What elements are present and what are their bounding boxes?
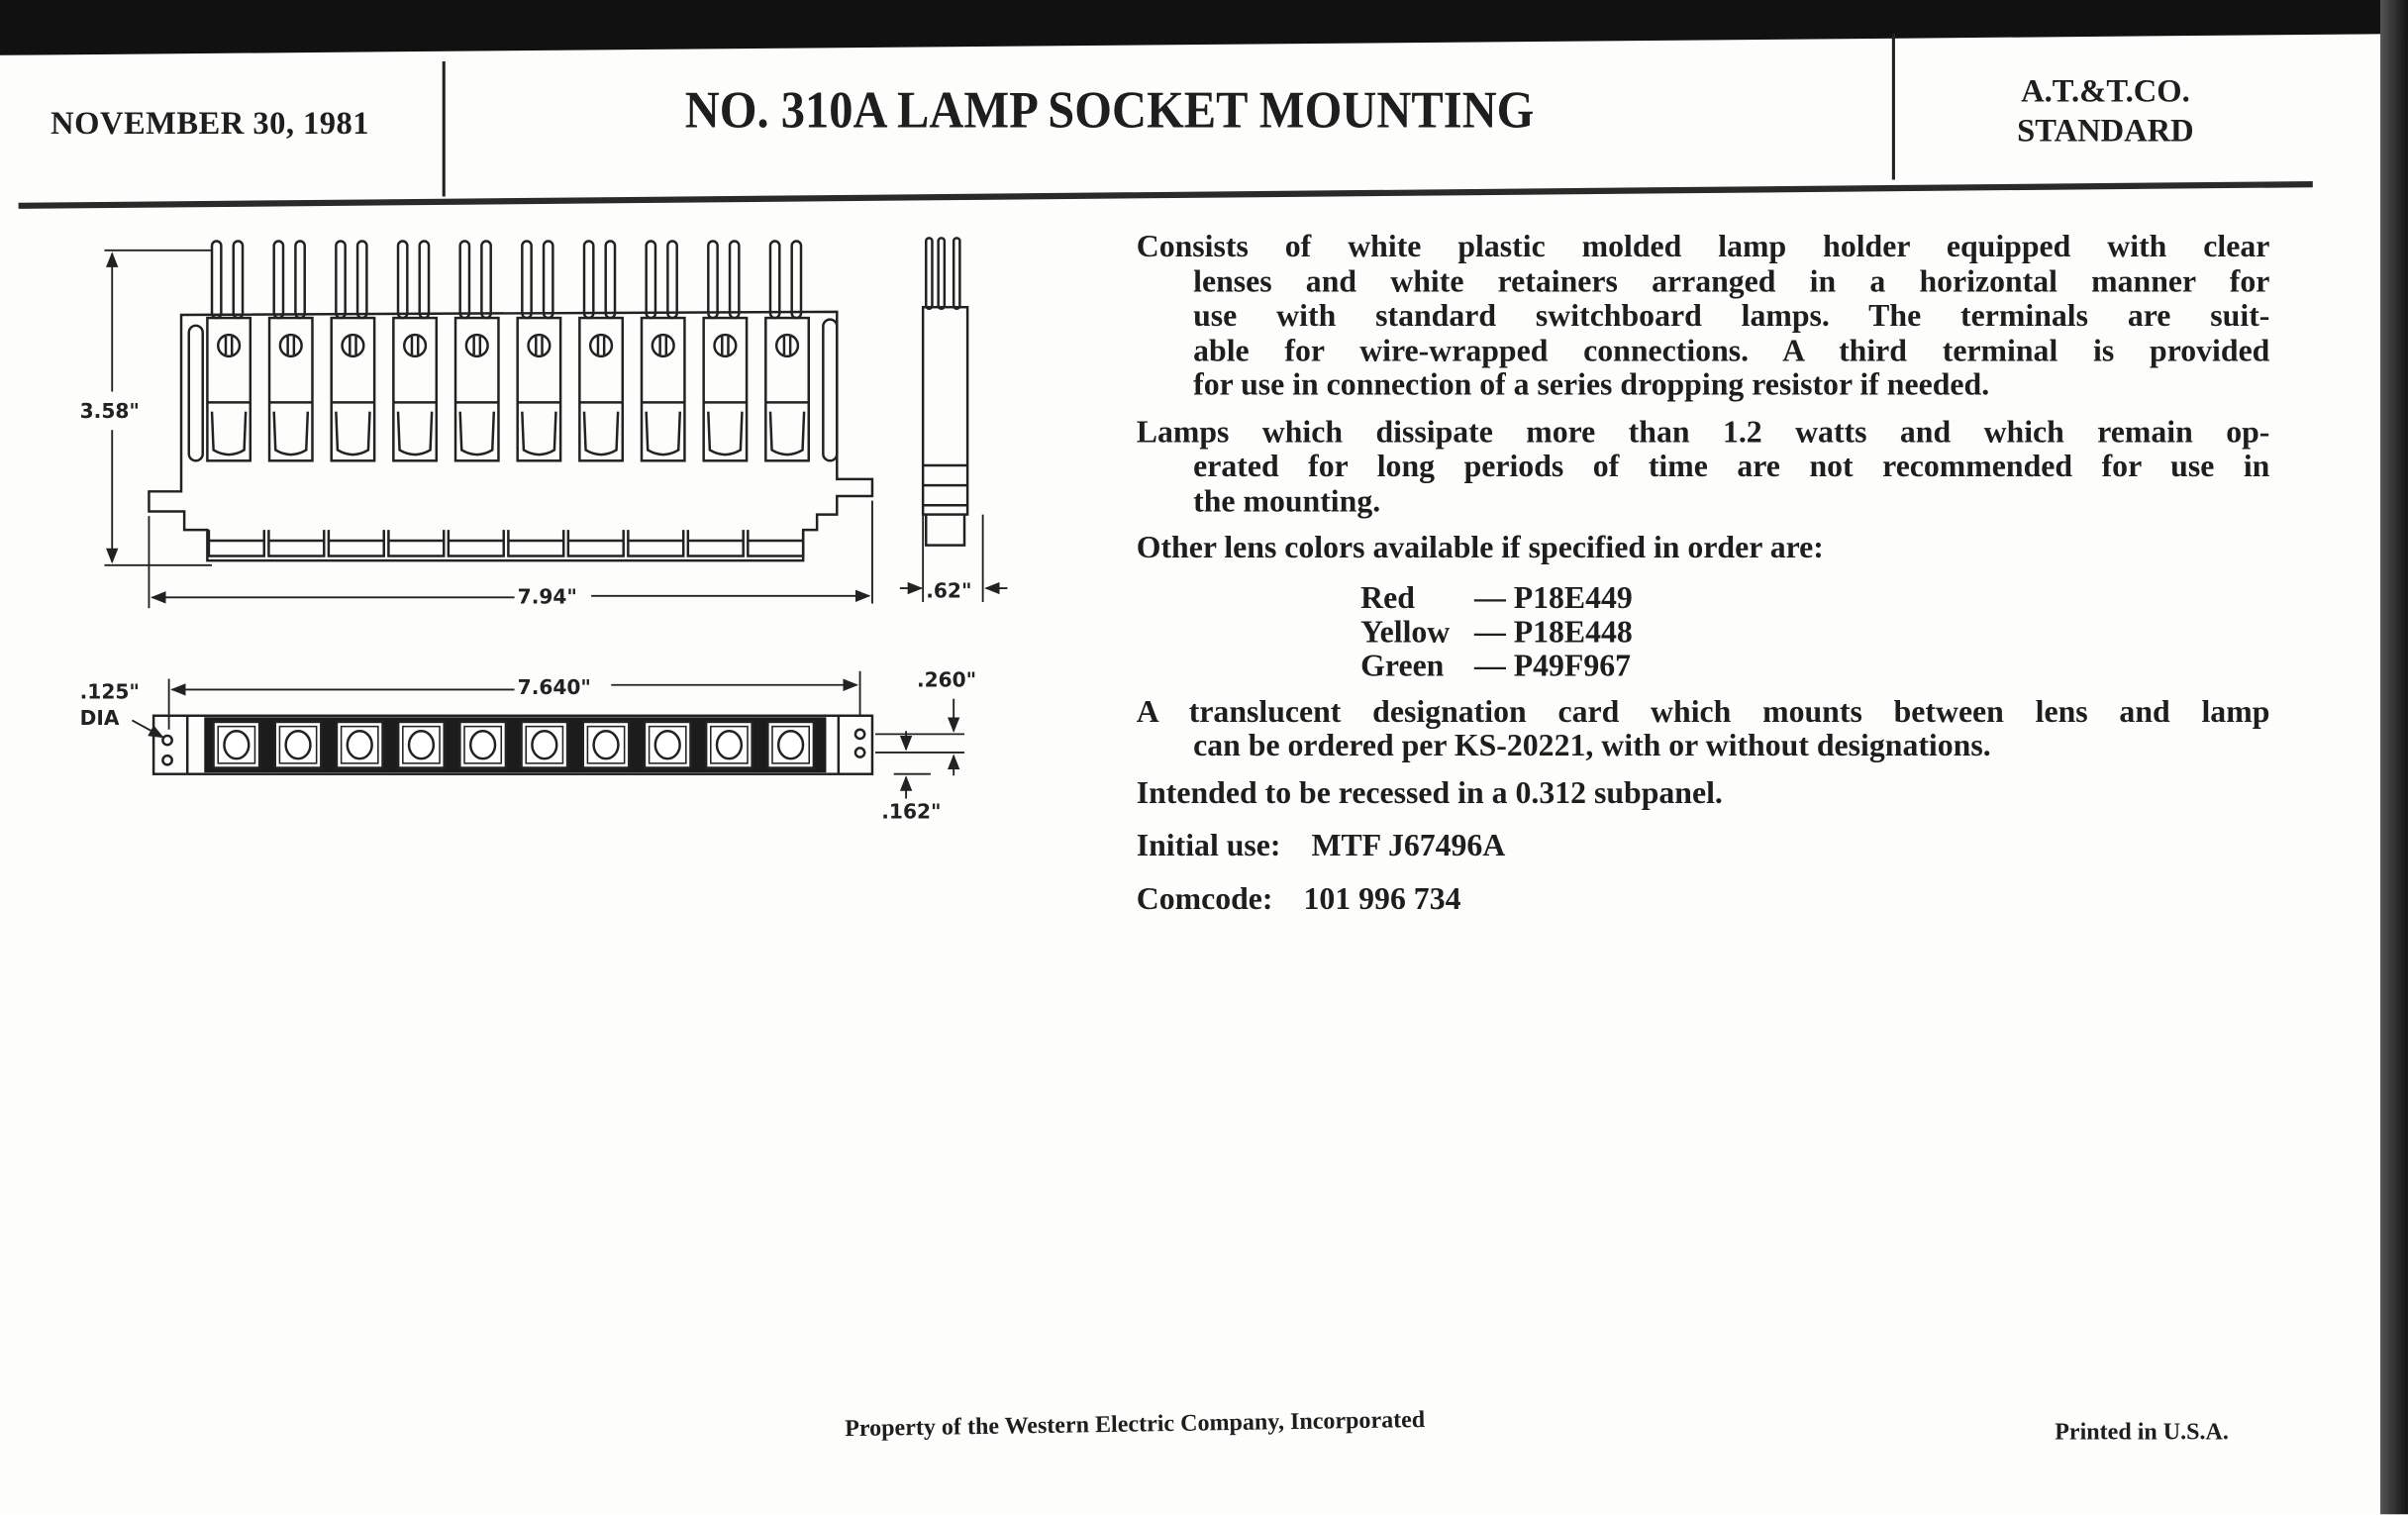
lens-tab	[628, 530, 683, 556]
initial-use-value: MTF J67496A	[1311, 829, 1506, 863]
lens-circle	[286, 731, 311, 758]
lens-color-name: Yellow	[1360, 615, 1451, 650]
printed-notice: Printed in U.S.A.	[2055, 1419, 2229, 1446]
front-view	[149, 242, 872, 561]
comcode-label: Comcode:	[1136, 882, 1273, 917]
text-line: Consists of white plastic molded lamp holder equipped with clear	[1136, 230, 2270, 264]
screw-icon	[590, 335, 612, 356]
lens-circle	[594, 731, 619, 758]
terminal-prong	[770, 242, 779, 319]
terminal	[393, 242, 436, 461]
standard-line-1: A.T.&T.CO.	[2021, 71, 2190, 110]
terminal-prong	[295, 242, 304, 319]
lug-tab	[336, 412, 369, 454]
lens-color-list	[1360, 581, 2269, 682]
screw-icon	[343, 335, 364, 356]
text-line: Other lens colors available if specified in order are:	[1136, 531, 1824, 565]
description-paragraph	[1137, 231, 2270, 403]
lens-tab	[508, 530, 563, 556]
terminal-prong	[398, 242, 407, 319]
mounting-hole	[162, 756, 171, 764]
lens-circle	[409, 731, 434, 758]
screw-icon	[218, 335, 240, 356]
hole-dia-unit-label: DIA	[79, 706, 120, 731]
terminal-prong	[420, 242, 429, 319]
text-line: Lamps which dissipate more than 1.2 watts and which remain op-	[1136, 415, 2270, 450]
terminal	[642, 242, 684, 461]
lens-color-code: — P49F967	[1473, 649, 1632, 683]
lug-tab	[212, 412, 246, 454]
width-dimension	[149, 501, 872, 609]
lens-tab	[268, 530, 324, 556]
lens-circle	[224, 731, 249, 758]
hole-dia-label: .125"	[79, 679, 140, 704]
lens-tab	[688, 530, 744, 556]
text-line: erated for long periods of time are not recommended for use in	[1193, 450, 2270, 484]
terminal-prong	[667, 242, 676, 319]
terminals	[207, 242, 808, 461]
page-title: NO. 310A LAMP SOCKET MOUNTING	[684, 82, 1535, 141]
screw-icon	[715, 335, 737, 356]
terminal-prong	[522, 242, 531, 319]
screw-icon	[466, 335, 488, 356]
terminal	[207, 242, 250, 461]
lug-tab	[522, 412, 555, 454]
lens-circle	[717, 731, 742, 758]
lug-tab	[770, 412, 804, 454]
comcode-value: 101 996 734	[1303, 882, 1461, 917]
lens-color-row	[1360, 649, 2269, 682]
text-line: the mounting.	[1193, 484, 1381, 519]
lens-color-name: Green	[1360, 649, 1445, 683]
description	[1137, 231, 2270, 936]
terminal-prong	[274, 242, 283, 319]
designation-paragraph	[1137, 695, 2270, 764]
issue-date: NOVEMBER 30, 1981	[50, 104, 370, 142]
depth-label: .62"	[926, 578, 972, 603]
lug-tab	[274, 412, 308, 454]
lens-tab	[329, 530, 384, 556]
text-line: A translucent designation card which mounts between lens and lamp	[1136, 694, 2270, 729]
text-line: able for wire-wrapped connections. A third terminal is provided	[1193, 334, 2270, 368]
text-line: lenses and white retainers arranged in a horizontal manner for	[1193, 264, 2270, 299]
property-notice: Property of the Western Electric Company, Incorporated	[845, 1406, 1426, 1443]
lug-tab	[398, 412, 432, 454]
lens-color-row	[1360, 615, 2269, 649]
screw-icon	[652, 335, 674, 356]
terminal-prong	[647, 242, 655, 319]
terminal	[518, 242, 560, 461]
recess-note: Intended to be recessed in a 0.312 subpanel.	[1136, 776, 1723, 811]
lens-color-code: — P18E448	[1473, 615, 1633, 650]
offset-bottom-label: .162"	[881, 799, 942, 824]
terminal-prong	[584, 242, 593, 319]
bottom-view	[80, 667, 977, 823]
initial-use-label: Initial use:	[1136, 829, 1281, 863]
text-line: for use in connection of a series dropping resistor if needed.	[1193, 368, 1990, 403]
screw-icon	[529, 335, 551, 356]
left-slot	[189, 326, 203, 460]
lens-circle	[470, 731, 495, 758]
comcode	[1137, 882, 2270, 917]
terminal-prong	[336, 242, 345, 319]
lens-circle	[348, 731, 372, 758]
lug-tab	[647, 412, 680, 454]
offset-top-label: .260"	[916, 667, 977, 692]
screw-icon	[280, 335, 302, 356]
terminal	[455, 242, 498, 461]
text-line: can be ordered per KS-20221, with or without designations.	[1193, 729, 1991, 763]
width-label: 7.94"	[517, 584, 577, 609]
lens-color-name: Red	[1360, 581, 1415, 616]
lens-tab	[748, 530, 803, 556]
lug-tab	[584, 412, 618, 454]
terminal	[269, 242, 312, 461]
lens-tab	[388, 530, 444, 556]
description-paragraphs	[1137, 231, 2270, 566]
height-dimension	[80, 251, 212, 565]
lug-tab	[708, 412, 742, 454]
side-view	[900, 238, 1008, 602]
lens-circle	[655, 731, 680, 758]
mounting-hole	[855, 730, 864, 739]
terminal	[704, 242, 747, 461]
terminal-prong	[234, 242, 243, 319]
lens-circle	[778, 731, 803, 758]
terminal-prong	[357, 242, 366, 319]
terminal-prong	[212, 242, 221, 319]
screw-icon	[404, 335, 426, 356]
lens-tab	[568, 530, 624, 556]
height-label: 3.58"	[79, 398, 140, 423]
lens-tab	[449, 530, 504, 556]
right-slot	[823, 320, 837, 461]
terminal	[765, 242, 808, 461]
terminal-prong	[481, 242, 490, 319]
text-line: use with standard switchboard lamps. The terminals are suit-	[1193, 299, 2270, 334]
lens-color-row	[1360, 581, 2269, 615]
terminal-prong	[544, 242, 552, 319]
mounting-body-outline	[149, 312, 872, 560]
mounting-hole	[855, 748, 864, 757]
terminal-prong	[730, 242, 739, 319]
lens-tabs	[209, 530, 803, 556]
screw-icon	[776, 335, 798, 356]
hole-spacing-label: 7.640"	[517, 675, 591, 700]
terminal	[579, 242, 622, 461]
description-paragraph	[1137, 416, 2270, 520]
initial-use	[1137, 830, 2270, 864]
terminal-prong	[708, 242, 717, 319]
lens-circle	[532, 731, 556, 758]
mounting-hole	[162, 736, 171, 745]
lens-tab	[209, 530, 264, 556]
lens-color-code: — P18E449	[1473, 581, 1633, 616]
terminal-prong	[792, 242, 801, 319]
standard-line-2: STANDARD	[2017, 112, 2194, 150]
lug-tab	[460, 412, 494, 454]
description-paragraph	[1137, 532, 2270, 566]
terminal-prong	[460, 242, 469, 319]
terminal-prong	[606, 242, 615, 319]
terminal	[332, 242, 374, 461]
